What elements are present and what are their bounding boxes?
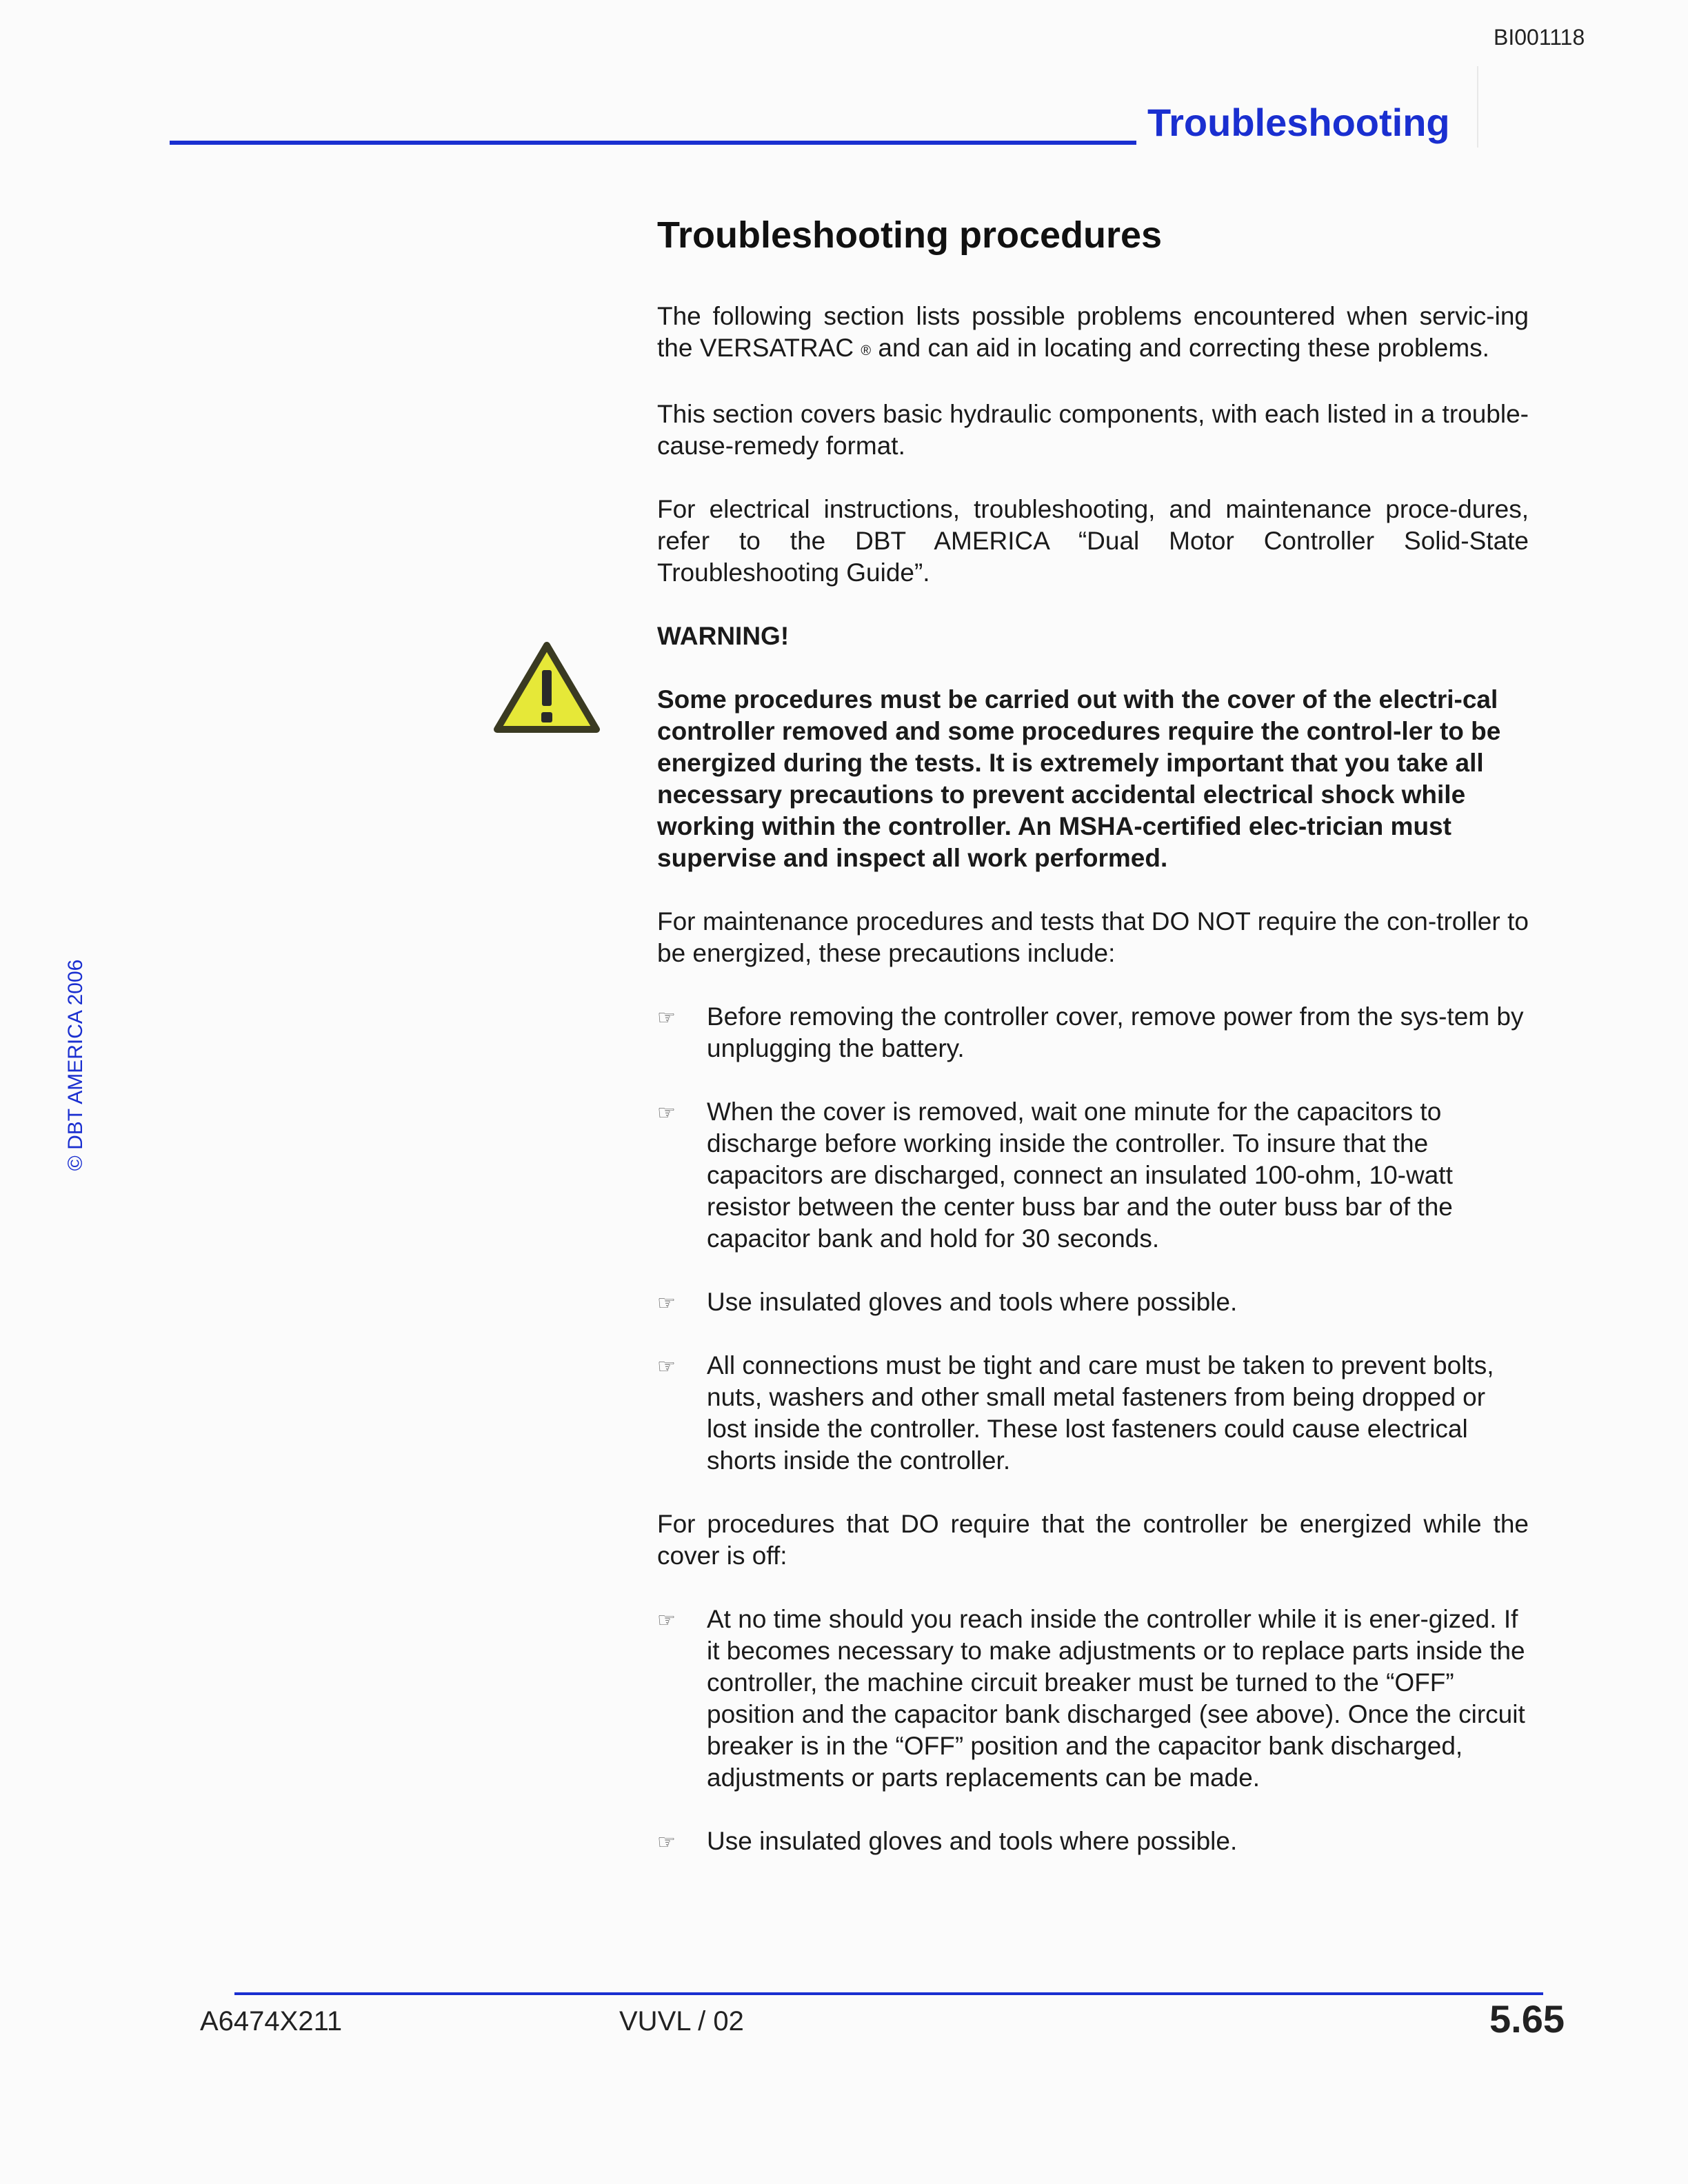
copyright-notice: © DBT AMERICA 2006: [64, 959, 87, 1171]
not-energized-list: [657, 1001, 1529, 1477]
energized-list: [657, 1604, 1529, 1857]
warning-title: WARNING!: [657, 622, 790, 650]
page-heading: Troubleshooting procedures: [657, 214, 1163, 256]
pointing-hand-icon: ☞: [657, 1355, 676, 1379]
intro-paragraph-2: This section covers basic hydraulic components, with each listed in a trouble-cause-remedy format.: [657, 400, 1529, 460]
main-content: [657, 211, 1529, 1889]
warning-triangle-icon: [493, 641, 601, 735]
header-rule: [170, 141, 1136, 145]
intro-text-start: The following section lists possible problems encountered when servic-ing the VERSATRAC: [657, 302, 1529, 362]
part-number: A6474X211: [200, 2006, 343, 2036]
section-title: Troubleshooting: [1147, 101, 1450, 144]
warning-body: Some procedures must be carried out with the cover of the electri-cal controller removed and some procedures require the control-ler to be energized during the tests. It is extremely important that you take all necessary precautions to prevent accidental electrical shock while working within the controller. An MSHA-certified elec-trician must supervise and inspect all work performed.: [657, 685, 1501, 872]
footer-rule: [234, 1992, 1543, 1995]
pointing-hand-icon: ☞: [657, 1830, 676, 1854]
list-item: ☞ Before removing the controller cover, remove power from the sys-tem by unplugging the battery.: [657, 1002, 1524, 1062]
pointing-hand-icon: ☞: [657, 1291, 676, 1315]
intro-text-end: and can aid in locating and correcting these problems.: [871, 334, 1489, 362]
list-item: ☞ When the cover is removed, wait one minute for the capacitors to discharge before working inside the controller. To insure that the capacitors are discharged, connect an insulated 100-ohm, 10-watt resistor between the center buss bar and the outer buss bar of the capacitor bank and hold for 30 seconds.: [657, 1098, 1453, 1253]
page-number: 5.65: [1489, 1997, 1565, 2041]
registered-mark: ®: [861, 343, 872, 358]
pointing-hand-icon: ☞: [657, 1608, 676, 1632]
energized-intro: For procedures that DO require that the controller be energized while the cover is off:: [657, 1510, 1529, 1570]
list-item: ☞ Use insulated gloves and tools where possible.: [657, 1826, 1529, 1857]
header-divider: [1477, 66, 1478, 148]
list-item: ☞ At no time should you reach inside the controller while it is ener-gized. If it becomes necessary to make adjustments or to replace parts inside the controller, the machine circuit breaker must be turned to the “OFF” position and the capacitor bank discharged (see above). Once the circuit breaker is in the “OFF” position and the capacitor bank discharged, adjustments or parts replacements can be made.: [657, 1605, 1525, 1792]
intro-paragraph-1: [657, 301, 1529, 367]
revision-code: VUVL / 02: [619, 2006, 744, 2036]
list-item: ☞ All connections must be tight and care must be taken to prevent bolts, nuts, washers and other small metal fasteners from being dropped or lost inside the controller. These lost fasteners could cause electrical shorts inside the controller.: [657, 1351, 1494, 1475]
not-energized-intro: For maintenance procedures and tests that DO NOT require the con-troller to be energized, these precautions include:: [657, 907, 1529, 967]
list-item: ☞ Use insulated gloves and tools where possible.: [657, 1286, 1529, 1318]
document-id: BI001118: [1494, 25, 1585, 50]
pointing-hand-icon: ☞: [657, 1006, 676, 1030]
intro-paragraph-3: For electrical instructions, troubleshooting, and maintenance proce-dures, refer to the DBT AMERICA “Dual Motor Controller Solid-State Troubleshooting Guide”.: [657, 495, 1529, 587]
pointing-hand-icon: ☞: [657, 1101, 676, 1125]
